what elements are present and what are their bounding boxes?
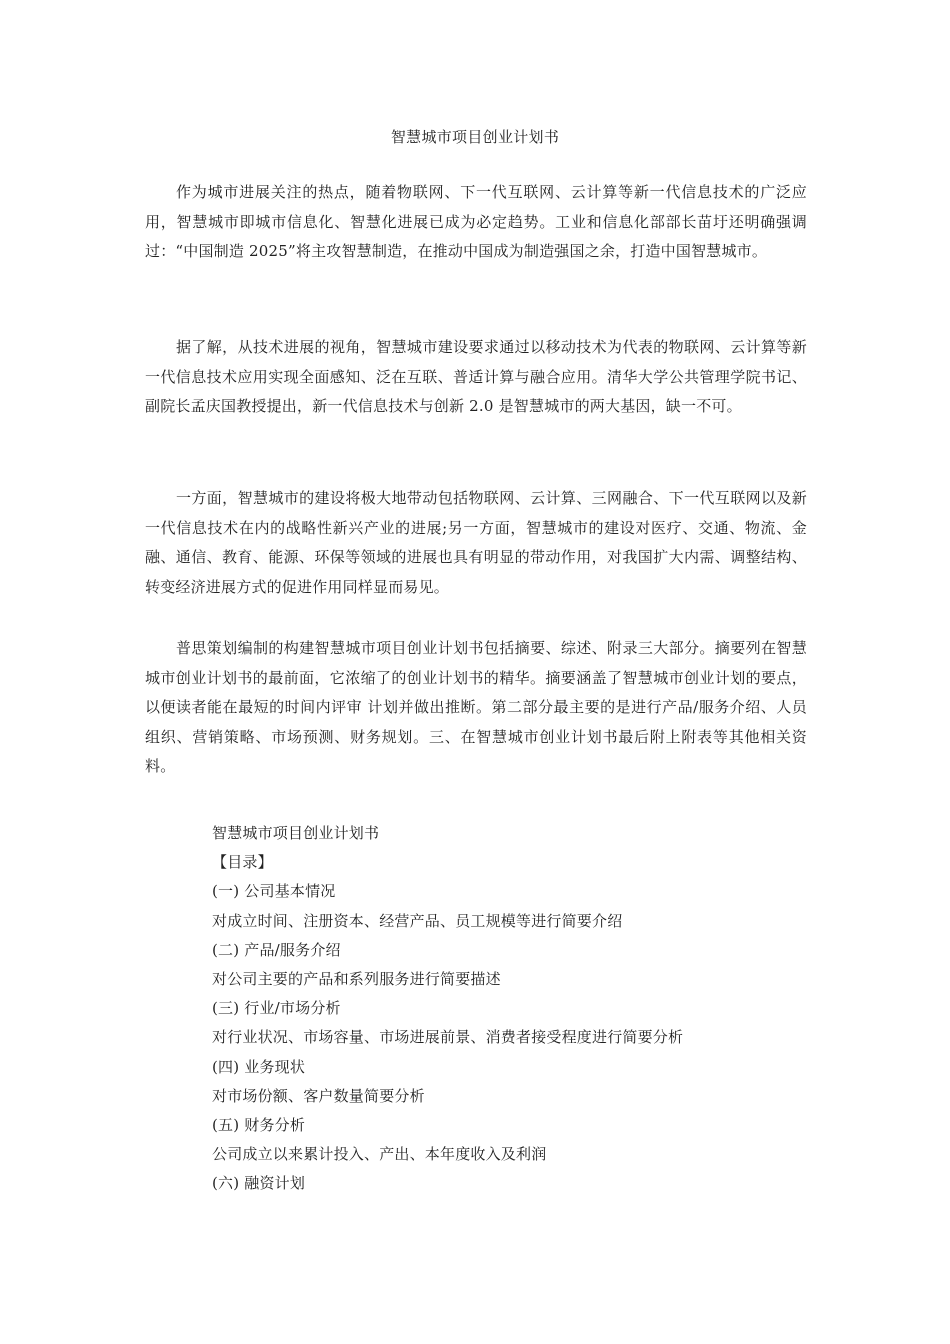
toc-item: (二) 产品/服务介绍 [212, 940, 341, 959]
toc-item: (三) 行业/市场分析 [212, 999, 341, 1018]
paragraph-plan-structure: 普思策划编制的构建智慧城市项目创业计划书包括摘要、综述、附录三大部分。摘要列在智慧城市创业计划书的最前面，它浓缩了的创业计划书的精华。摘要涵盖了智慧城市创业计划的要点，以便读者能在最短的时间内评审 计划并做出推断。第二部分最主要的是进行产品/服务介绍、人员组织、营销策略、市场预测、财务规划。三、在智慧城市创业计划书最后附上附表等其他相关资料。 [145, 639, 807, 775]
document-title: 智慧城市项目创业计划书 [390, 128, 560, 146]
paragraph-technology: 据了解，从技术进展的视角，智慧城市建设要求通过以移动技术为代表的物联网、云计算等新一代信息技术应用实现全面感知、泛在互联、普适计算与融合应用。清华大学公共管理学院书记、副院长孟庆国教授提出，新一代信息技术与创新 2.0 是智慧城市的两大基因，缺一不可。 [145, 338, 807, 415]
table-of-contents [212, 819, 812, 1199]
toc-item-description: 对行业状况、市场容量、市场进展前景、消费者接受程度进行简要分析 [212, 1028, 684, 1047]
paragraph-intro: 作为城市进展关注的热点，随着物联网、下一代互联网、云计算等新一代信息技术的广泛应用，智慧城市即城市信息化、智慧化进展已成为必定趋势。工业和信息化部部长苗圩还明确强调过：“中国制造 2025”将主攻智慧制造，在推动中国成为制造强国之余，打造中国智慧城市。 [145, 183, 807, 260]
toc-item-description: 对成立时间、注册资本、经营产品、员工规模等进行简要介绍 [212, 911, 623, 930]
toc-title: 智慧城市项目创业计划书 [212, 824, 380, 842]
toc-item-description: 对市场份额、客户数量简要分析 [212, 1086, 425, 1105]
toc-item-description: 对公司主要的产品和系列服务进行简要描述 [212, 970, 501, 989]
paragraph-industry-impact: 一方面，智慧城市的建设将极大地带动包括物联网、云计算、三网融合、下一代互联网以及新一代信息技术在内的战略性新兴产业的进展;另一方面，智慧城市的建设对医疗、交通、物流、金融、通信、教育、能源、环保等领域的进展也具有明显的带动作用，对我国扩大内需、调整结构、转变经济进展方式的促进作用同样显而易见。 [145, 489, 807, 596]
toc-item: (五) 财务分析 [212, 1116, 306, 1135]
toc-item: (一) 公司基本情况 [212, 882, 336, 901]
toc-heading: 【目录】 [212, 853, 273, 872]
toc-item-description: 公司成立以来累计投入、产出、本年度收入及利润 [212, 1145, 547, 1164]
toc-item: (四) 业务现状 [212, 1057, 306, 1076]
toc-item: (六) 融资计划 [212, 1174, 306, 1193]
